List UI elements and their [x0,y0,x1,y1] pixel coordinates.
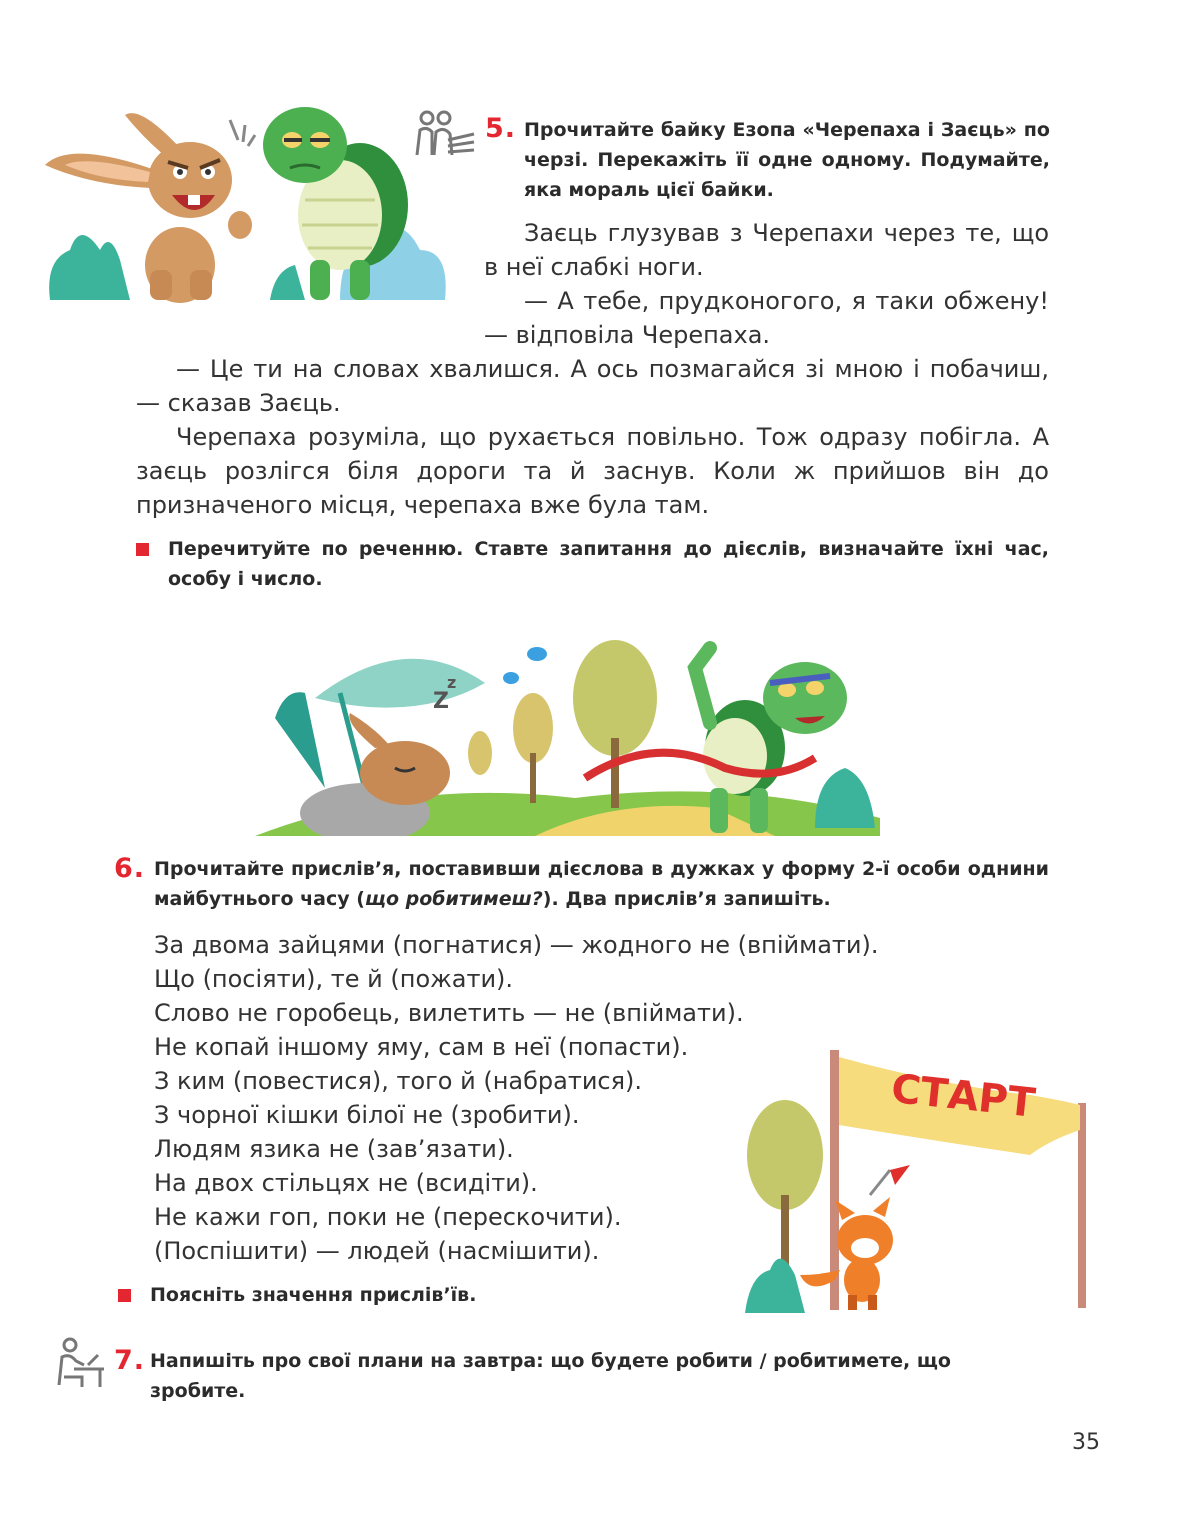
task-6-subtask: Поясніть значення прислів’їв. [150,1284,477,1306]
pair-work-icon [412,110,480,160]
start-banner-illustration [740,1045,1095,1313]
task-6-subtask-bullet [118,1289,131,1302]
page-number: 35 [1072,1430,1100,1455]
proverb-8: На двох стільцях не (всидіти). [154,1169,538,1197]
fable-paragraph-3: — Це ти на словах хвалишся. А ось позмагайся зі мною і побачиш, — сказав Заєць. [136,355,1049,417]
svg-text:Z: Z [433,689,449,714]
subtask-bullet [136,543,149,556]
task-6-instruction-text-b: ). Два прислів’я запишіть. [542,888,831,910]
fable-paragraph-2: — А тебе, прудконогого, я таки обжену! — відповіла Черепаха. [484,287,1049,349]
task-7-number: 7. [114,1345,146,1376]
writing-task-icon [54,1335,109,1390]
proverb-1: За двома зайцями (погнатися) — жодного не (впіймати). [154,931,879,959]
task-6-instruction-emphasis: що робитимеш? [364,888,543,910]
svg-text:СТАРТ: СТАРТ [889,1065,1038,1127]
race-finish-illustration [255,628,880,836]
task-6-number: 6. [114,853,146,884]
proverb-9: Не кажи гоп, поки не (перескочити). [154,1203,622,1231]
fable-paragraph-4: Черепаха розуміла, що рухається повільно. Тож одразу побігла. А заєць розлігся біля дороги та й заснув. Коли ж прийшов він до призначеного місця, черепаха вже була там. [136,423,1049,519]
task-5-number: 5. [485,113,517,144]
proverb-5: З ким (повестися), того й (набратися). [154,1067,643,1095]
task-6-instruction [154,854,1049,914]
proverb-3: Слово не горобець, вилетить — не (впіймати). [154,999,744,1027]
proverb-6: З чорної кішки білої не (зробити). [154,1101,580,1129]
task-6-instruction-text-a: Прочитайте прислів’я, поставивши дієслова в дужках у форму 2-ї особи однини майбутнього часу ( [154,858,1049,910]
task-5-subtask: Перечитуйте по реченню. Ставте запитання до дієслів, визначайте їхні час, особу і число. [168,538,1049,590]
task-7-instruction: Напишіть про свої плани на завтра: що будете робити / робитимете, що зробите. [150,1350,951,1402]
proverb-7: Людям язика не (зав’язати). [154,1135,514,1163]
fable-paragraph-1: Заєць глузував з Черепахи через те, що в неї слабкі ноги. [484,219,1049,281]
proverb-2: Що (посіяти), те й (пожати). [154,965,514,993]
svg-text:z: z [447,673,457,692]
proverb-4: Не копай іншому яму, сам в неї (попасти). [154,1033,689,1061]
proverb-10: (Поспішити) — людей (насмішити). [154,1237,600,1265]
task-5-instruction: Прочитайте байку Езопа «Черепаха і Заєць» по черзі. Перекажіть її одне одному. Подумайте, яка мораль цієї байки. [524,119,1050,201]
hare-turtle-illustration [40,100,460,305]
